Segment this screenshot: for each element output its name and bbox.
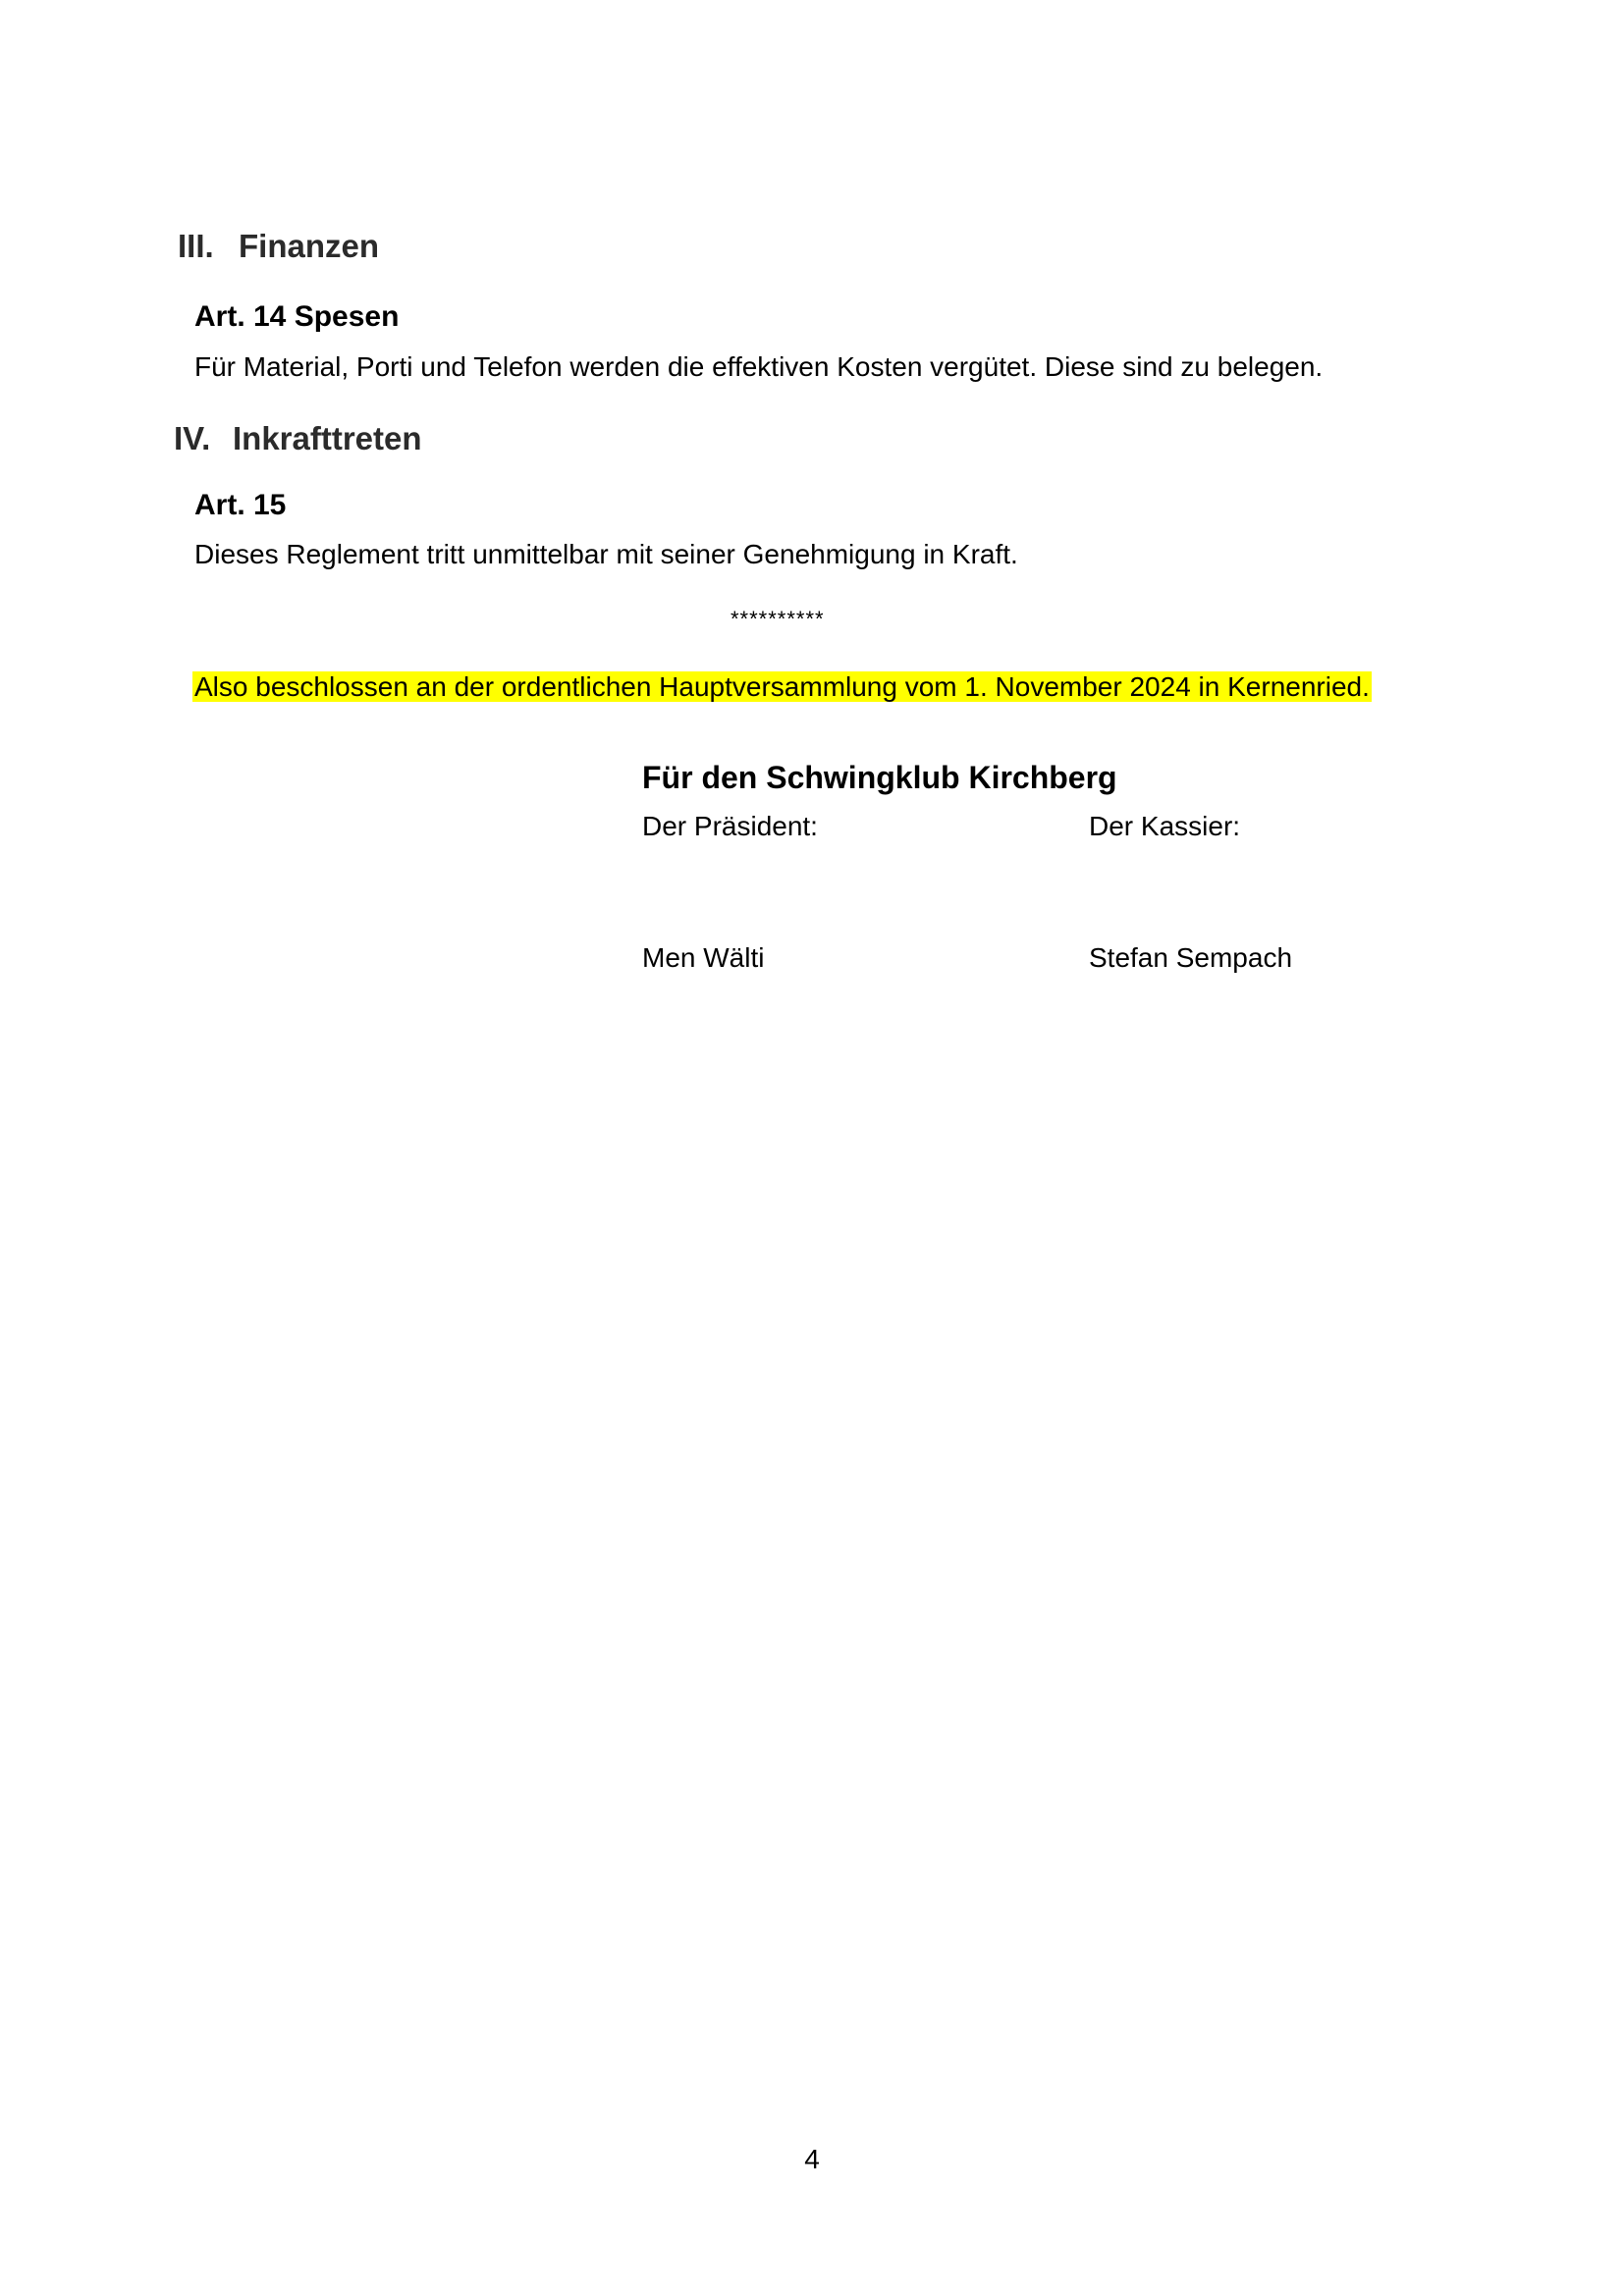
signer-role-treasurer: Der Kassier: [1089,811,1241,841]
section-number: III. [178,228,214,264]
section-title: Inkrafttreten [233,420,422,456]
article-text-15: Dieses Reglement tritt unmittelbar mit seiner Genehmigung in Kraft. [194,539,1018,569]
resolution-text: Also beschlossen an der ordentlichen Hauptversammlung vom 1. November 2024 in Kernenried. [194,671,1370,702]
signer-name-treasurer: Stefan Sempach [1089,942,1293,973]
separator-stars: ********** [731,607,825,631]
section-title: Finanzen [239,228,380,264]
section-heading-inkrafttreten [174,420,422,457]
section-heading-finanzen [178,228,379,265]
section-number: IV. [174,420,211,456]
article-text-14: Für Material, Porti und Telefon werden die effektiven Kosten vergütet. Diese sind zu belegen. [194,351,1324,382]
article-heading-14: Art. 14 Spesen [194,300,400,333]
club-title: Für den Schwingklub Kirchberg [642,760,1117,795]
signer-name-president: Men Wälti [642,942,765,973]
resolution-line [192,671,1372,703]
signer-role-president: Der Präsident: [642,811,818,841]
page-number: 4 [804,2144,820,2174]
article-heading-15: Art. 15 [194,489,287,521]
